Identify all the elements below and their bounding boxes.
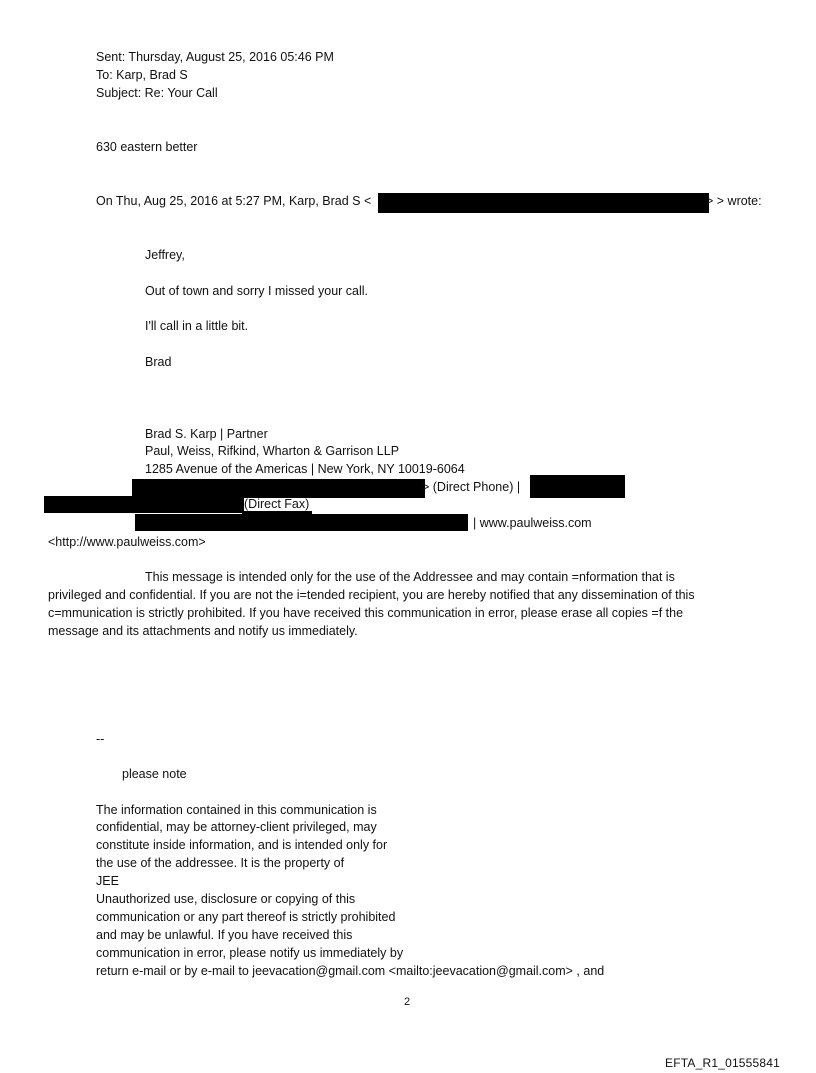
signature-direct-phone: > (Direct Phone) | [422,480,521,494]
disclaimer-line-1: This message is intended only for the use of the Addressee and may contain =nformation that is [145,570,675,584]
redaction-fax [44,496,244,513]
quote-intro-suffix: > > wrote: [706,194,762,208]
reply-body: 630 eastern better [96,140,198,154]
quoted-greeting: Jeffrey, [145,248,185,262]
to-line: To: Karp, Brad S [96,68,188,82]
note-heading: please note [122,767,187,781]
note-line: the use of the addressee. It is the property of [96,856,345,870]
redaction-email-2 [135,514,468,531]
quoted-signoff: Brad [145,355,172,369]
disclaimer-line-3: c=mmunication is strictly prohibited. If you have received this communication in error, please erase all copies =f the [48,606,684,620]
signature-website-link: <http://www.paulweiss.com> [48,535,206,549]
separator: -- [96,732,105,746]
page-number: 2 [404,996,411,1008]
note-line: The information contained in this communication is [96,803,377,817]
signature-address: 1285 Avenue of the Americas | New York, NY 10019-6064 [145,462,465,476]
note-line: Unauthorized use, disclosure or copying of this [96,892,356,906]
note-line: communication or any part thereof is strictly prohibited [96,910,396,924]
note-line: constitute inside information, and is intended only for [96,838,388,852]
signature-firm: Paul, Weiss, Rifkind, Wharton & Garrison LLP [145,444,400,458]
disclaimer-line-2: privileged and confidential. If you are not the i=tended recipient, you are hereby notified that any dissemination of this [48,588,695,602]
note-line: return e-mail or by e-mail to jeevacation@gmail.com <mailto:jeevacation@gmail.com> , and [96,964,605,978]
note-line: communication in error, please notify us immediately by [96,946,404,960]
quoted-line-1: Out of town and sorry I missed your call. [145,284,369,298]
redaction-phone-2 [530,475,625,498]
signature-website: | www.paulweiss.com [473,516,592,530]
note-line: and may be unlawful. If you have received this [96,928,353,942]
quoted-line-2: I'll call in a little bit. [145,319,249,333]
disclaimer-line-4: message and its attachments and notify us immediately. [48,624,358,638]
sent-line: Sent: Thursday, August 25, 2016 05:46 PM [96,50,334,64]
note-line: confidential, may be attorney-client privileged, may [96,820,377,834]
signature-name-title: Brad S. Karp | Partner [145,427,268,441]
quote-intro-prefix: On Thu, Aug 25, 2016 at 5:27 PM, Karp, Brad S < [96,194,372,208]
document-id: EFTA_R1_01555841 [665,1056,781,1070]
signature-direct-fax: (Direct Fax) [244,497,310,511]
note-line: JEE [96,874,119,888]
subject-line: Subject: Re: Your Call [96,86,218,100]
redaction-email [378,193,709,213]
